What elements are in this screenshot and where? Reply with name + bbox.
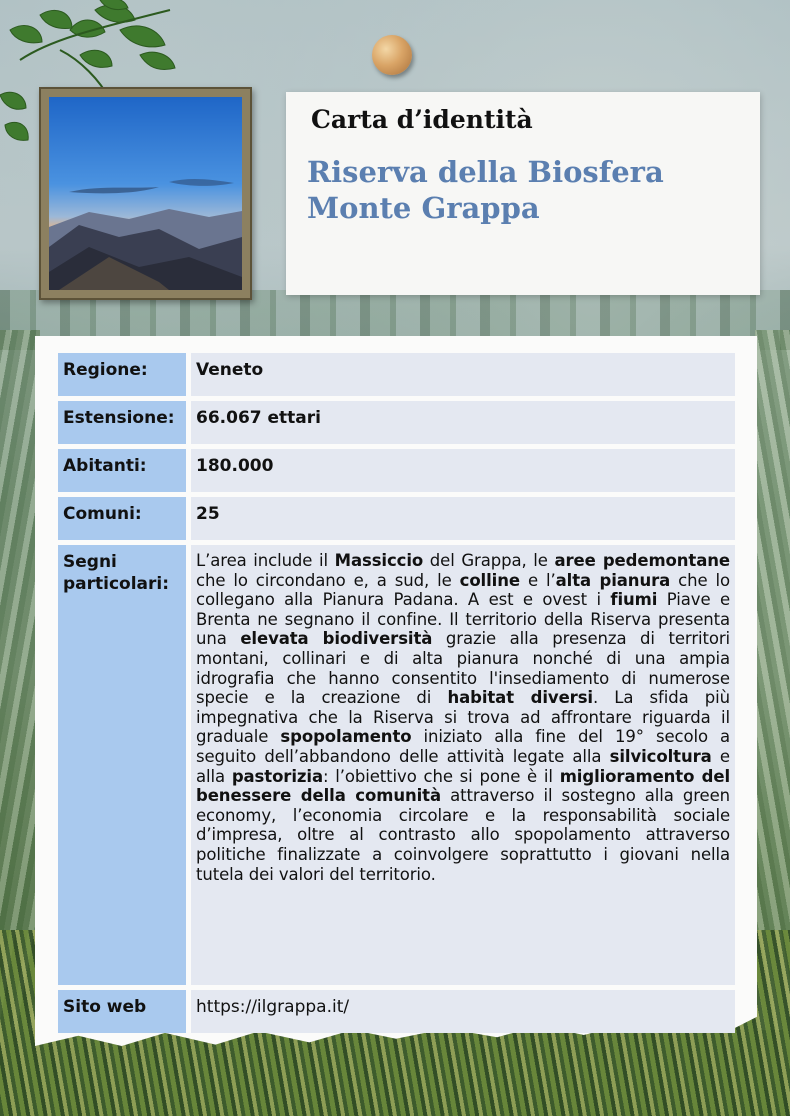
row-comuni <box>58 497 735 540</box>
value-estensione: 66.067 ettari <box>191 401 735 444</box>
label-estensione: Estensione: <box>58 401 186 444</box>
desc-emphasis: colline <box>459 570 520 590</box>
label-sito-web: Sito web <box>58 990 186 1033</box>
desc-text: L’area include il <box>196 551 335 570</box>
desc-text: : l’obiettivo che si pone è il <box>323 766 560 786</box>
label-segni-particolari: Segni particolari: <box>58 545 186 985</box>
desc-emphasis: silvicoltura <box>609 746 712 766</box>
desc-emphasis: aree pedemontane <box>554 551 730 570</box>
desc-text: grazie alla presenza di territori montani, collinari e di alta pianura nonché di una ampia idrografia che hanno consentito l'insediamento di numerose specie e la creazione di <box>196 629 731 708</box>
desc-emphasis: miglioramento del benessere della comunità <box>196 766 730 806</box>
segni-description <box>191 545 735 985</box>
desc-emphasis: spopolamento <box>280 727 412 747</box>
info-table <box>58 353 735 1038</box>
desc-text: . La sfida più impegnativa che la Riserva si trova ad affrontare riguarda il graduale <box>196 688 730 747</box>
desc-text: attraverso il sostegno alla green economy, l’economia circolare e la responsabilità sociale d’impresa, oltre al contrasto allo spopolamento attraverso politiche finalizzate a coinvolgere soprattutto i giovani nella tutela dei valori del territorio. <box>196 786 730 884</box>
title-card <box>286 92 760 295</box>
desc-emphasis: pastorizia <box>231 766 323 786</box>
label-abitanti: Abitanti: <box>58 449 186 492</box>
desc-emphasis: habitat diversi <box>447 688 593 708</box>
row-abitanti <box>58 449 735 492</box>
pushpin-icon <box>372 35 412 75</box>
value-comuni: 25 <box>191 497 735 540</box>
desc-text: che lo circondano e, a sud, le <box>196 570 460 590</box>
card-kicker: Carta d’identità <box>311 105 533 134</box>
desc-emphasis: elevata biodiversità <box>240 629 433 649</box>
mountain-sunset-photo <box>49 97 242 290</box>
desc-text: iniziato alla fine del 19° secolo a seguito dell’abbandono delle attività legate alla <box>196 727 730 766</box>
desc-text: Piave e Brenta ne segnano il confine. Il territorio della Riserva presenta una <box>196 590 730 649</box>
row-estensione <box>58 401 735 444</box>
desc-emphasis: alta pianura <box>555 570 671 590</box>
desc-text: e l’ <box>519 570 556 590</box>
row-sito-web <box>58 990 735 1033</box>
background-foliage-right <box>755 330 790 1030</box>
background-foliage-left <box>0 330 40 1030</box>
desc-text: che lo collegano alla Pianura Padana. A est e ovest i <box>196 570 730 610</box>
value-abitanti: 180.000 <box>191 449 735 492</box>
desc-emphasis: fiumi <box>610 590 658 610</box>
label-comuni: Comuni: <box>58 497 186 540</box>
photo-frame <box>39 87 252 300</box>
reserve-title-line2: Monte Grappa <box>307 191 540 225</box>
label-regione: Regione: <box>58 353 186 396</box>
row-segni-particolari <box>58 545 735 985</box>
desc-text: e alla <box>196 746 730 786</box>
reserve-title <box>307 154 664 226</box>
desc-text: del Grappa, le <box>423 551 555 570</box>
row-regione <box>58 353 735 396</box>
website-link[interactable]: https://ilgrappa.it/ <box>191 990 735 1033</box>
value-regione: Veneto <box>191 353 735 396</box>
reserve-title-line1: Riserva della Biosfera <box>307 155 664 189</box>
desc-emphasis: Massiccio <box>334 551 424 570</box>
